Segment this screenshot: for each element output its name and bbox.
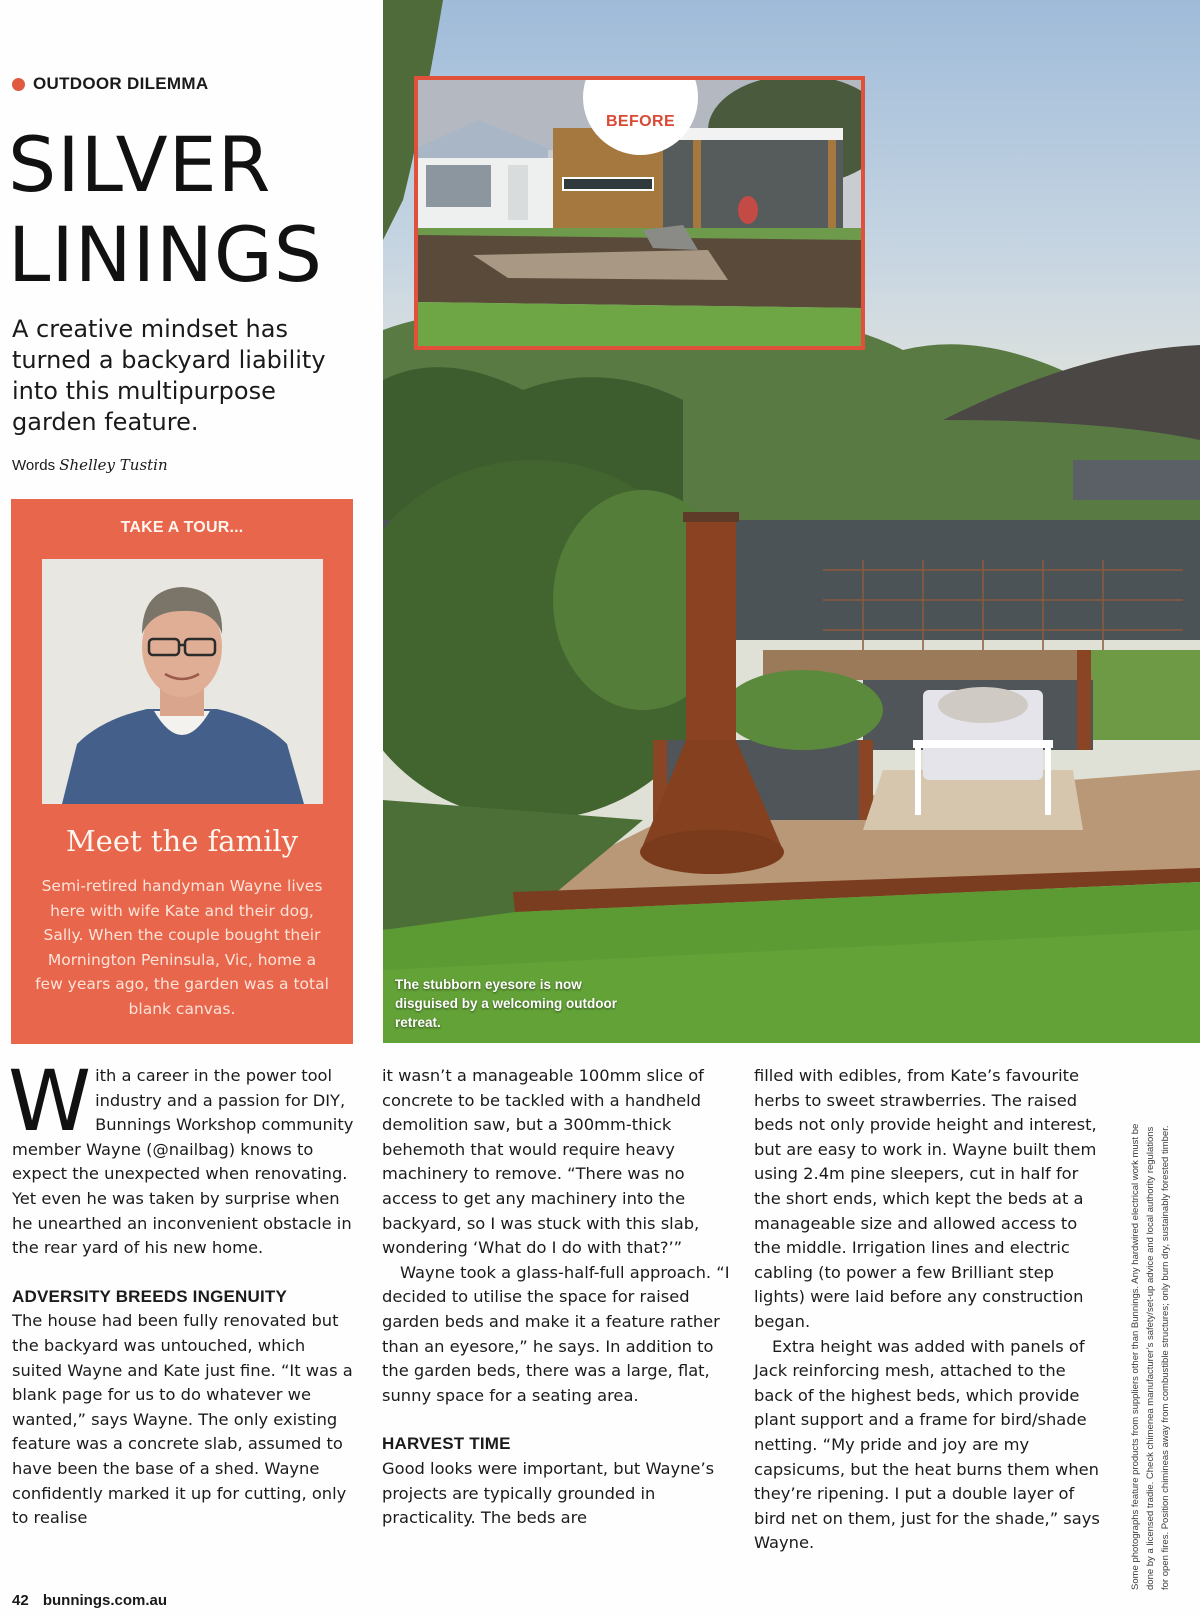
before-photo-inset <box>414 76 865 350</box>
bullet-dot-icon <box>12 78 25 91</box>
drop-cap: W <box>8 1052 92 1150</box>
photo-caption: The stubborn eyesore is now disguised by a welcoming outdoor retreat. <box>395 977 618 1030</box>
body-paragraph: Wayne took a glass-half-full approach. “I decided to utilise the space for raised garden beds and make it a feature rather than an eyesore,” he says. In addition to the garden beds, there was a large, flat, sunny space for a seating area. <box>382 1262 730 1405</box>
page-footer <box>12 1592 167 1609</box>
byline-author: Shelley Tustin <box>59 456 168 474</box>
subhead-harvest: HARVEST TIME <box>382 1434 511 1454</box>
section-kicker <box>12 74 208 94</box>
portrait-photo <box>42 559 323 804</box>
body-column-2 <box>382 1064 730 1531</box>
body-paragraph: Good looks were important, but Wayne’s projects are typically grounded in practicality. The beds are <box>382 1458 715 1528</box>
title-line-1: SILVER <box>8 120 272 209</box>
tour-label: TAKE A TOUR... <box>120 519 244 536</box>
title-line-2: LININGS <box>8 210 324 299</box>
body-paragraph: it wasn’t a manageable 100mm slice of concrete to be tackled with a handheld demolition saw, but a 300mm-thick behemoth that would require heavy machinery to remove. “There was no access to get any machinery into the backyard, so I was stuck with this slab, wondering ‘What do I do with that?’” <box>382 1066 704 1258</box>
page-number: 42 <box>12 1592 29 1609</box>
body-paragraph: Extra height was added with panels of Jack reinforcing mesh, attached to the back of the highest beds, which provide plant support and a frame for bird/shade netting. “My pride and joy are my capsicums, but the heat burns them when they’re ripening. I put a double layer of bird net on them, just for the shade,” says Wayne. <box>754 1336 1100 1553</box>
site-url: bunnings.com.au <box>42 1592 168 1609</box>
take-a-tour-box <box>11 499 353 1044</box>
byline <box>12 456 168 474</box>
body-column-1 <box>8 1052 360 1531</box>
legal-disclaimer: Some photographs feature products from suppliers other than Bunnings. Any hardwired electrical work must be done by a licensed tradie. Check chimenea manufacturer’s safety/set-up advice and local authority regulations for open fires. Position chimineas away from combustible structures; only burn dry, sustainably forested timber. <box>1130 1123 1171 1590</box>
tour-heading: Meet the family <box>65 824 299 858</box>
body-paragraph: filled with edibles, from Kate’s favourite herbs to sweet strawberries. The raised beds not only provide height and interest, but are easy to work in. Wayne built them using 2.4m pine sleepers, cut in half for the short ends, which kept the beds at a manageable size and allowed access to the middle. Irrigation lines and electric cabling (to power a few Brilliant step lights) were laid before any construction began. <box>754 1066 1097 1331</box>
kicker-label: OUTDOOR DILEMMA <box>33 74 209 93</box>
subhead-adversity: ADVERSITY BREEDS INGENUITY <box>12 1286 288 1306</box>
intro-text: ith a career in the power tool industry and a passion for DIY, Bunnings Workshop community member Wayne (@nailbag) knows to expect the unexpected when renovating. Yet even he was taken by surprise when he unearthed an inconvenient obstacle in the rear yard of his new home. <box>12 1066 354 1258</box>
standfirst: A creative mindset has turned a backyard liability into this multipurpose garden feature. <box>12 315 326 436</box>
before-badge-label: BEFORE <box>605 113 676 130</box>
byline-label: Words <box>12 457 56 474</box>
page-title <box>8 120 323 300</box>
tour-bio: Semi-retired handyman Wayne lives here with wife Kate and their dog, Sally. When the couple bought their Mornington Peninsula, Vic, home a few years ago, the garden was a total blank canvas. <box>35 877 329 1018</box>
body-paragraph: The house had been fully renovated but the backyard was untouched, which suited Wayne and Kate just fine. “It was a blank page for us to do whatever we wanted,” says Wayne. The only existing feature was a concrete slab, assumed to have been the base of a shed. Wayne confidently marked it up for cutting, only to realise <box>12 1311 353 1528</box>
intro-paragraph <box>8 1052 360 1261</box>
person-portrait-icon <box>42 559 323 804</box>
body-column-3 <box>754 1064 1102 1556</box>
